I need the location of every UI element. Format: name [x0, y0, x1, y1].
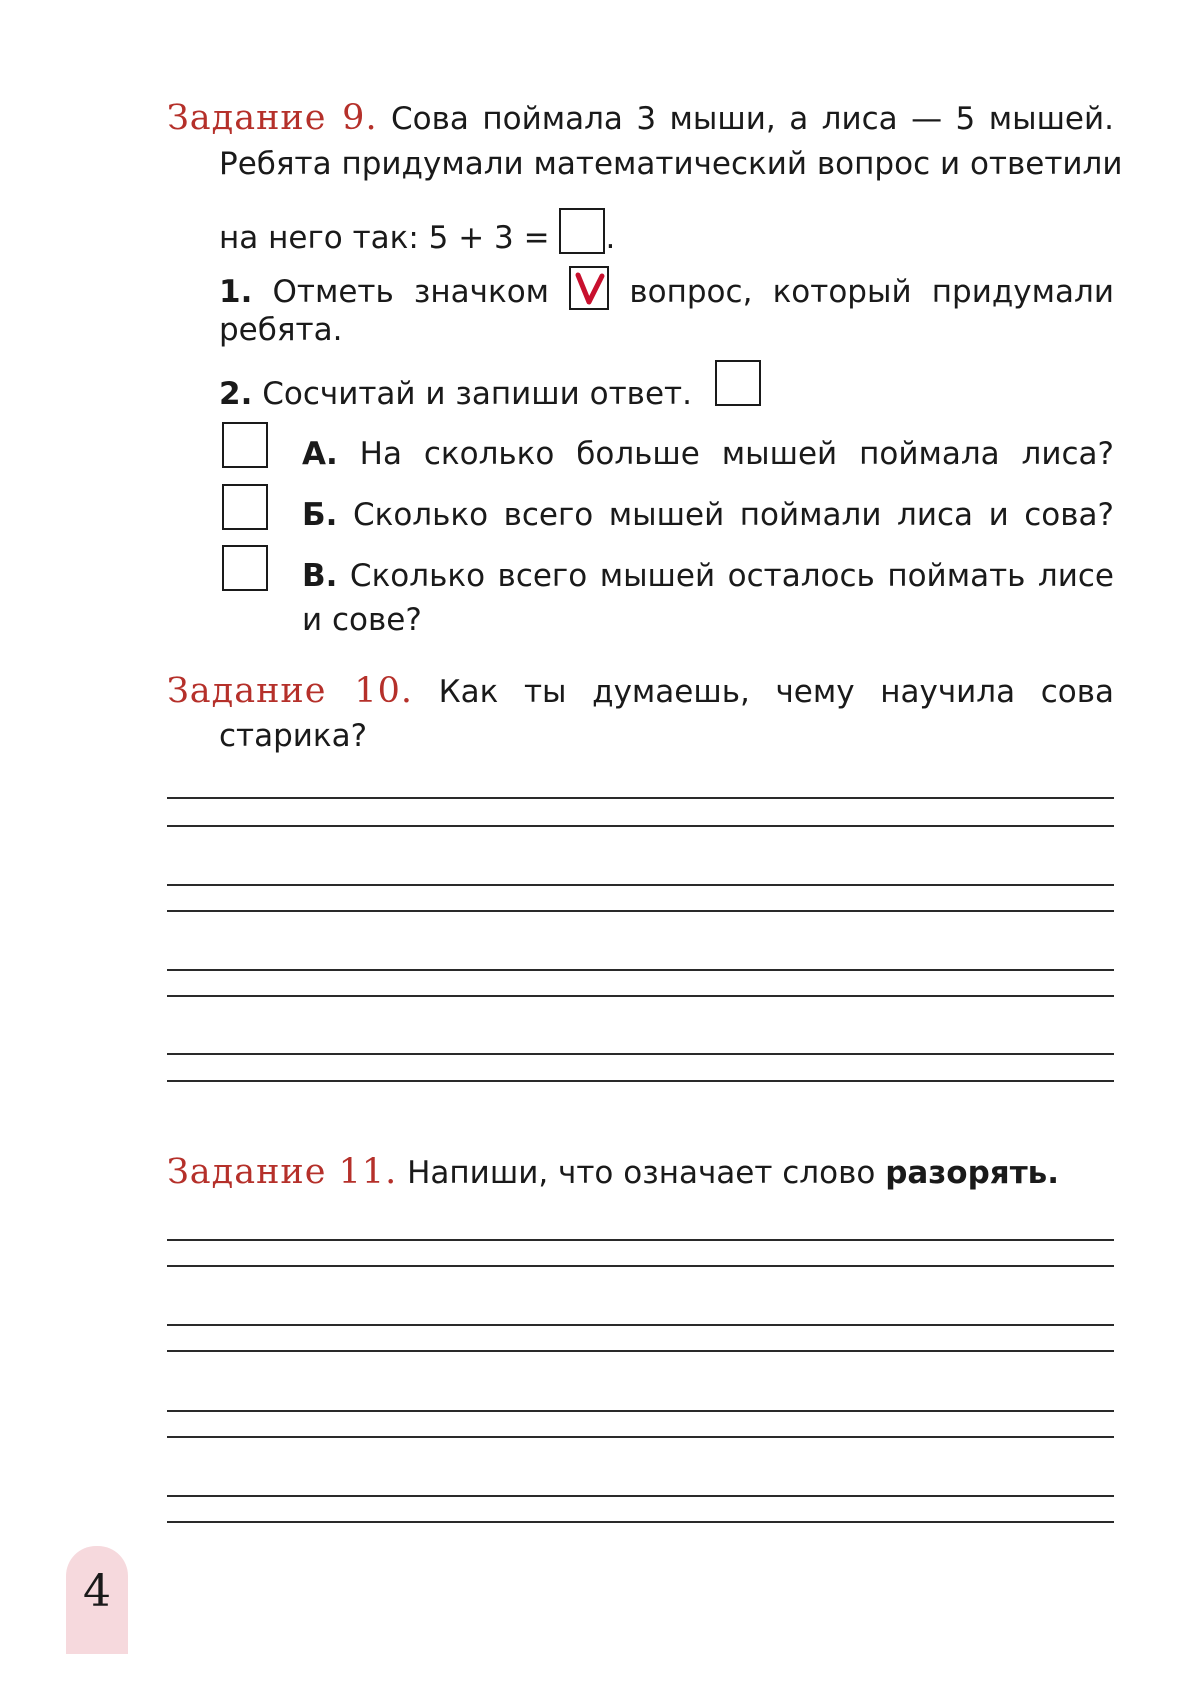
task9-step1-cont — [219, 310, 342, 350]
writing-line[interactable] — [167, 1265, 1114, 1267]
task9-line3 — [219, 208, 615, 258]
answer-box-equation[interactable] — [559, 208, 605, 254]
option-b-letter: Б. — [302, 497, 338, 533]
writing-line[interactable] — [167, 995, 1114, 997]
task10-label: Задание 10. — [167, 671, 414, 711]
task9-step1 — [219, 266, 1114, 312]
page-number: 4 — [83, 1566, 111, 1617]
writing-line[interactable] — [167, 1521, 1114, 1523]
option-a-text: На сколько больше мышей поймала лиса? — [359, 436, 1114, 472]
option-v-checkbox[interactable] — [222, 545, 268, 591]
task9-line3-period: . — [605, 220, 616, 256]
writing-line[interactable] — [167, 1324, 1114, 1326]
writing-line[interactable] — [167, 1495, 1114, 1497]
option-a-letter: А. — [302, 436, 338, 472]
writing-line[interactable] — [167, 825, 1114, 827]
writing-line[interactable] — [167, 910, 1114, 912]
step2-text: Сосчитай и запиши ответ. — [262, 376, 692, 412]
task10-line1 — [167, 671, 1114, 712]
task9-step2 — [219, 374, 692, 414]
writing-line[interactable] — [167, 1350, 1114, 1352]
task10-text-line2: старика? — [219, 718, 368, 754]
task10-line2 — [219, 716, 367, 756]
task9-line2 — [219, 144, 1123, 184]
task11-label: Задание 11. — [167, 1152, 398, 1192]
task11-line — [167, 1152, 1059, 1193]
step2-number: 2. — [219, 376, 253, 412]
writing-line[interactable] — [167, 1053, 1114, 1055]
option-v-text-cont: и сове? — [302, 602, 422, 638]
option-v-text: Сколько всего мышей осталось поймать лисе — [349, 558, 1114, 594]
option-a — [302, 434, 1114, 474]
task9-text-line3: на него так: 5 + 3 = — [219, 220, 550, 256]
option-v-letter: В. — [302, 558, 338, 594]
writing-line[interactable] — [167, 797, 1114, 799]
step1-text-c: ребята. — [219, 312, 343, 348]
task11-word: разорять — [885, 1155, 1048, 1191]
task9-text-line2: Ребята придумали математический вопрос и ответили — [219, 146, 1123, 182]
task11-period: . — [1047, 1155, 1060, 1191]
option-b — [302, 495, 1114, 535]
writing-line[interactable] — [167, 1239, 1114, 1241]
check-mark-sample-box — [569, 266, 609, 310]
check-mark-icon — [574, 271, 606, 307]
writing-line[interactable] — [167, 1410, 1114, 1412]
task9-label: Задание 9. — [167, 98, 378, 138]
option-v-cont — [302, 600, 422, 640]
option-b-text: Сколько всего мышей поймали лиса и сова? — [352, 497, 1114, 533]
writing-line[interactable] — [167, 969, 1114, 971]
writing-line[interactable] — [167, 1436, 1114, 1438]
step1-text-a: Отметь значком — [272, 274, 550, 310]
step1-number: 1. — [219, 274, 253, 310]
option-v — [302, 556, 1114, 596]
option-a-checkbox[interactable] — [222, 422, 268, 468]
option-b-checkbox[interactable] — [222, 484, 268, 530]
task11-text: Напиши, что означает слово — [407, 1155, 876, 1191]
step1-text-b: вопрос, который придумали — [629, 274, 1114, 310]
task9-text-line1: Сова поймала 3 мыши, а лиса — 5 мышей. — [391, 101, 1115, 137]
task10-text-line1: Как ты думаешь, чему научила сова — [438, 674, 1114, 710]
writing-line[interactable] — [167, 1080, 1114, 1082]
writing-line[interactable] — [167, 884, 1114, 886]
answer-box-step2[interactable] — [715, 360, 761, 406]
task9-line1 — [167, 98, 1114, 139]
